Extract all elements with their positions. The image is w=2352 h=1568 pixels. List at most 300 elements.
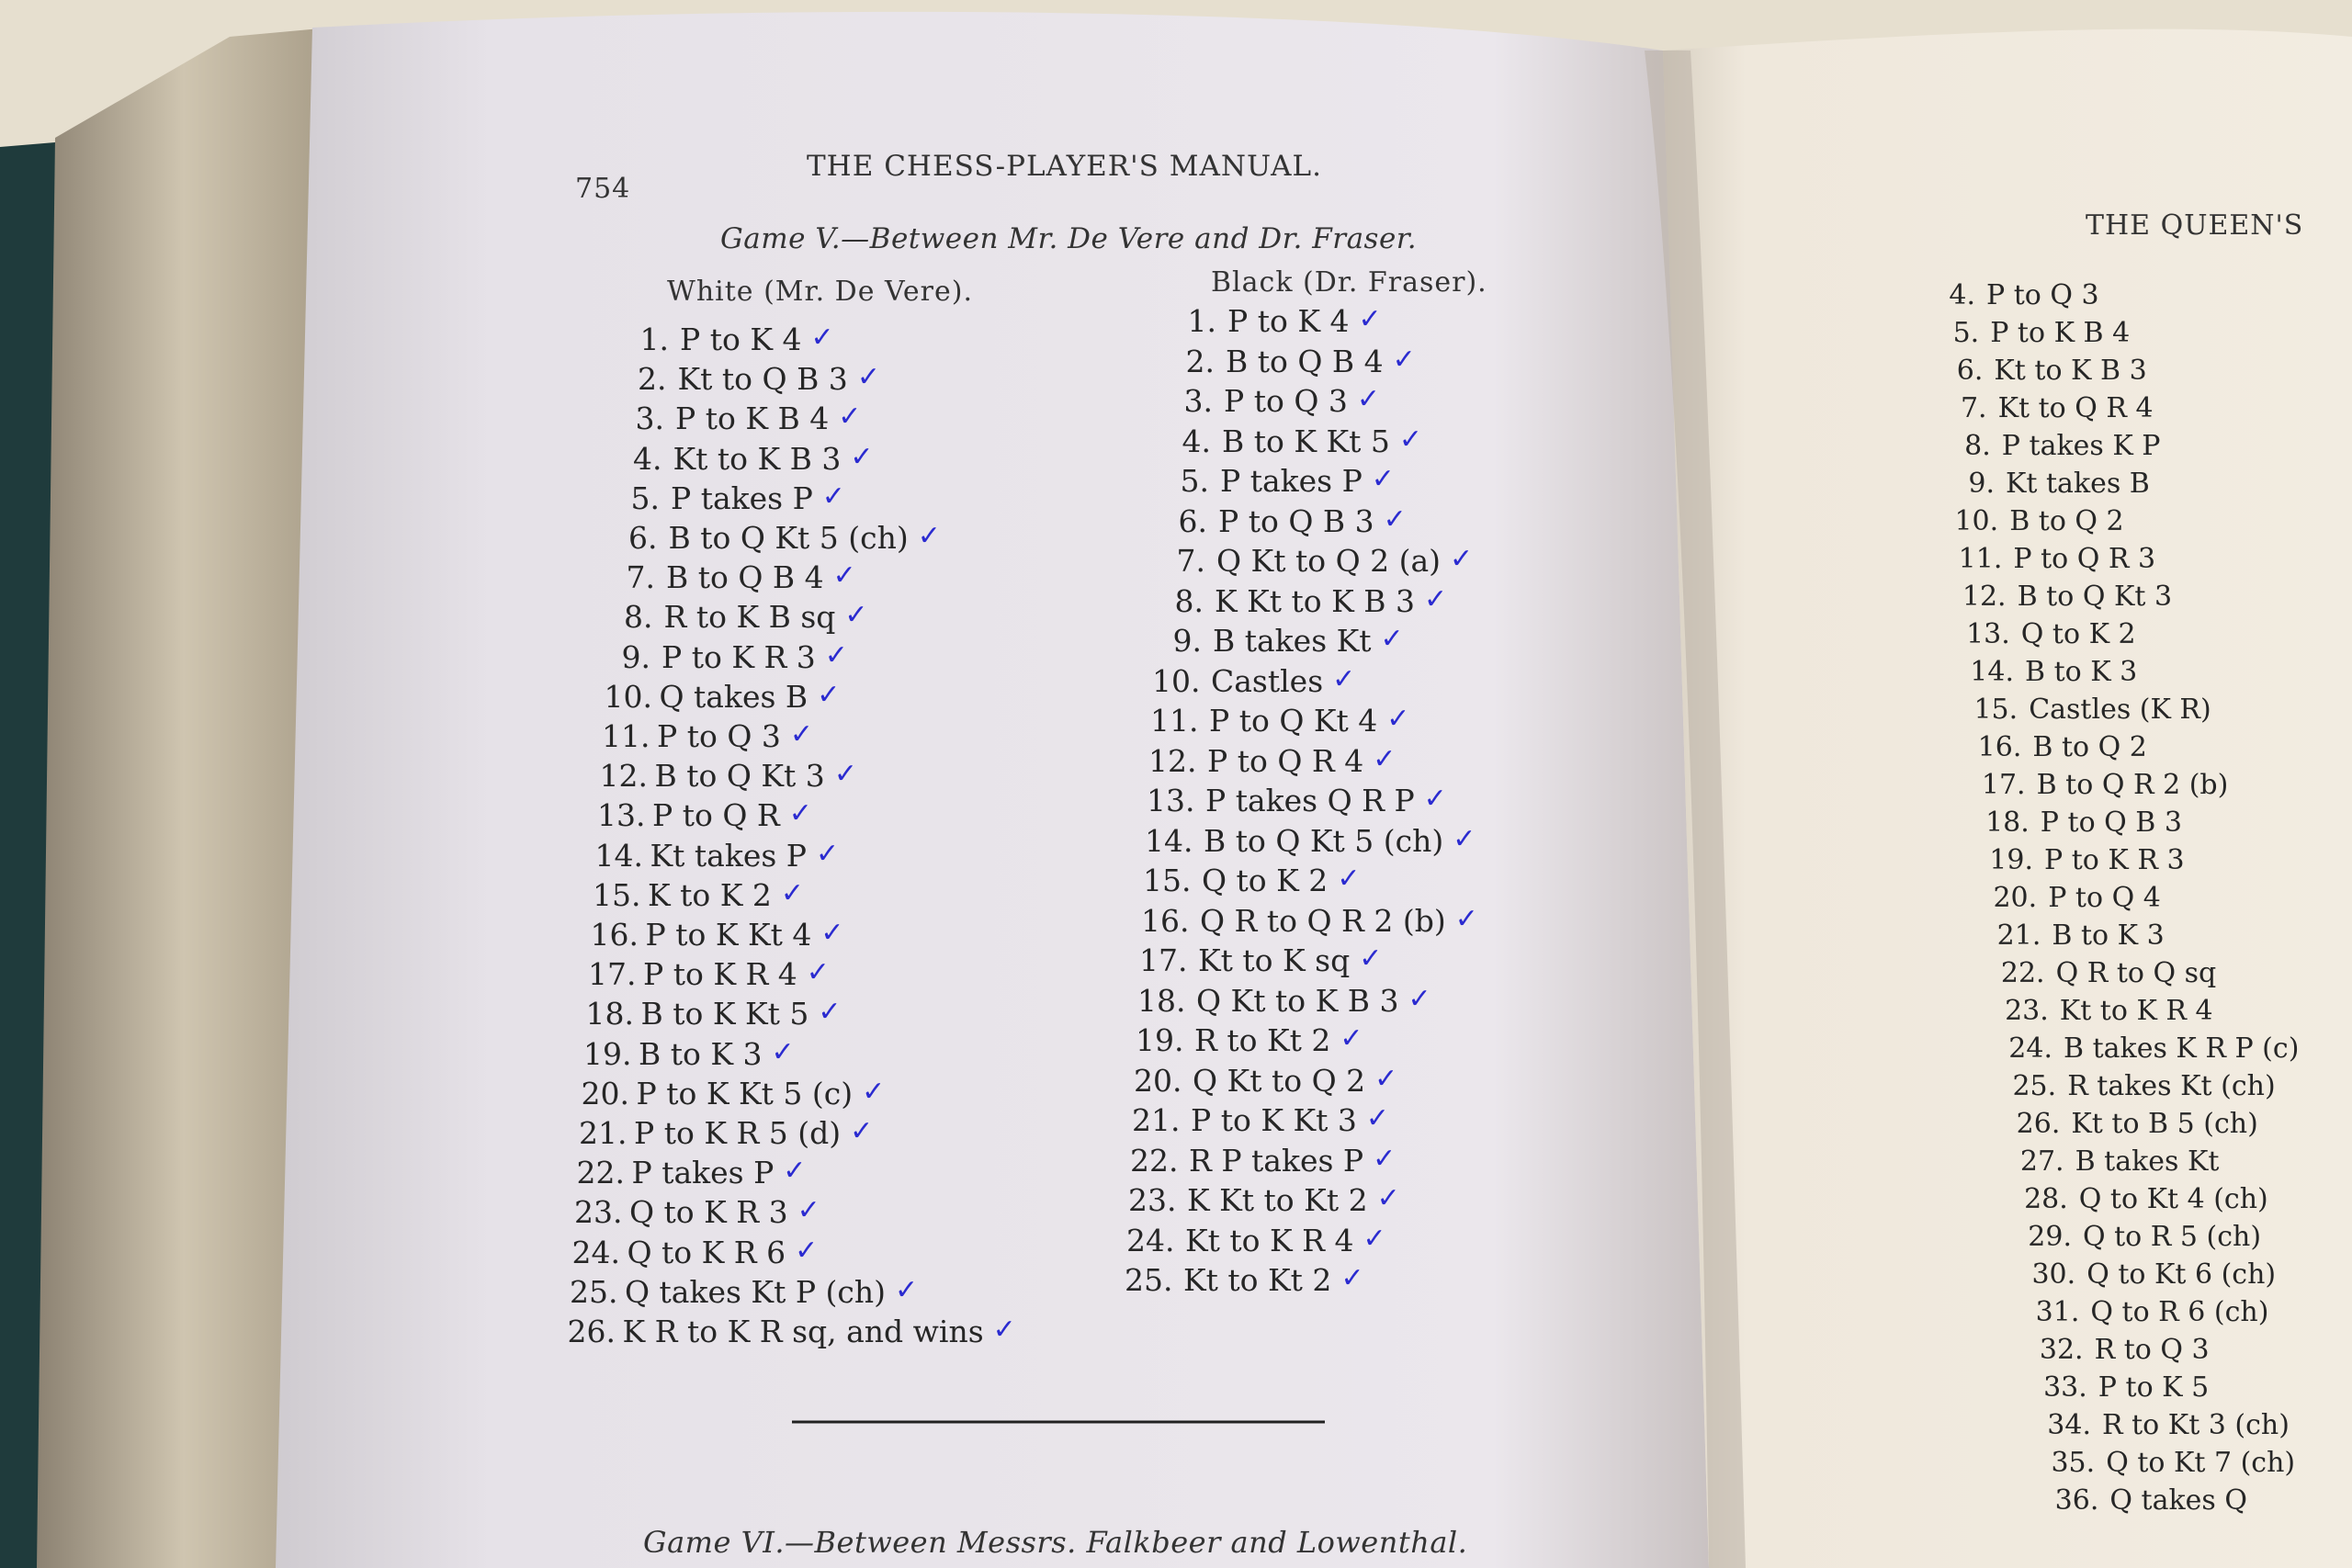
move-row — [2007, 1032, 2299, 1065]
move-text: Kt to K B 3 — [1994, 355, 2147, 387]
move-number: 7. — [626, 559, 655, 596]
move-row — [606, 639, 848, 675]
move-number: 16. — [590, 917, 639, 953]
move-row — [2026, 1221, 2261, 1253]
right-running-head: THE QUEEN'S — [2086, 209, 2304, 242]
move-number: 12. — [1148, 742, 1197, 779]
move-number: 5. — [630, 479, 660, 516]
move-text: Kt to B 5 (ch) — [2071, 1108, 2258, 1140]
move-row — [1972, 694, 2211, 726]
move-number: 19. — [1136, 1022, 1184, 1058]
move-row — [611, 559, 856, 595]
move-row — [2045, 1409, 2290, 1441]
pen-check-mark: ✓ — [1453, 822, 1476, 855]
move-text: Kt to K B 3 — [673, 440, 842, 477]
move-number: 22. — [1130, 1142, 1179, 1179]
move-number: 31. — [2035, 1296, 2080, 1328]
move-number: 24. — [2008, 1032, 2052, 1065]
move-row — [1154, 623, 1404, 659]
move-number: 10. — [1152, 662, 1201, 699]
move-text: R takes Kt (ch) — [2067, 1070, 2276, 1102]
move-text: P takes P — [1220, 463, 1363, 499]
move-number: 27. — [2019, 1145, 2064, 1178]
move-row — [1937, 355, 2146, 387]
pen-check-mark: ✓ — [824, 638, 848, 671]
move-text: Q to K R 3 — [629, 1194, 788, 1231]
move-text: Kt to K sq — [1198, 942, 1351, 978]
move-row — [2003, 995, 2213, 1027]
move-text: B to Q 2 — [2032, 731, 2147, 763]
move-number: 5. — [1952, 317, 1980, 349]
move-number: 8. — [624, 599, 653, 636]
move-row — [1991, 882, 2161, 914]
move-text: B to Q Kt 5 (ch) — [1204, 822, 1444, 859]
move-text: P to K 4 — [1227, 303, 1350, 339]
move-row — [1152, 663, 1355, 699]
move-number: 3. — [635, 400, 664, 437]
move-row — [1156, 583, 1447, 619]
move-text: Kt to K R 4 — [2059, 995, 2213, 1027]
move-number: 23. — [1128, 1182, 1177, 1218]
move-number: 35. — [2051, 1447, 2096, 1479]
move-text: P to Q R — [652, 797, 780, 834]
pen-check-mark: ✓ — [1380, 623, 1404, 655]
move-text: P to K R 3 — [2044, 844, 2185, 876]
move-text: P to K B 4 — [1990, 317, 2131, 349]
move-text: B to Q Kt 3 — [654, 758, 825, 795]
move-number: 21. — [1132, 1102, 1181, 1138]
move-row — [1987, 844, 2185, 876]
move-text: P to K 5 — [2098, 1371, 2210, 1404]
pen-check-mark: ✓ — [1376, 1182, 1400, 1214]
move-row — [1125, 1262, 1364, 1298]
pen-check-mark: ✓ — [821, 479, 845, 513]
move-row — [591, 917, 844, 953]
pen-check-mark: ✓ — [783, 1155, 807, 1188]
move-row — [602, 718, 813, 754]
move-text: K Kt to Kt 2 — [1187, 1182, 1368, 1218]
move-number: 4. — [1949, 279, 1975, 311]
move-row — [1148, 743, 1396, 779]
move-number: 13. — [597, 797, 646, 834]
move-number: 25. — [1125, 1262, 1173, 1298]
pen-check-mark: ✓ — [806, 956, 830, 989]
move-number: 15. — [593, 876, 641, 913]
pen-check-mark: ✓ — [797, 1194, 820, 1227]
pen-check-mark: ✓ — [818, 996, 842, 1029]
pen-check-mark: ✓ — [810, 321, 834, 354]
black-header: Black (Dr. Fraser). — [1211, 266, 1487, 299]
move-row — [1952, 505, 2123, 537]
move-number: 13. — [1147, 783, 1195, 818]
pen-check-mark: ✓ — [1358, 303, 1382, 335]
move-number: 9. — [1172, 623, 1202, 659]
move-number: 20. — [1134, 1062, 1182, 1099]
move-text: Kt to Q R 4 — [1997, 392, 2154, 424]
move-text: B to K 3 — [2025, 656, 2138, 688]
pen-check-mark: ✓ — [850, 440, 874, 473]
move-text: Castles (K R) — [2029, 694, 2211, 726]
move-text: B to K 3 — [639, 1035, 763, 1072]
pen-check-mark: ✓ — [838, 400, 862, 434]
next-game-title: Game VI.—Between Messrs. Falkbeer and Lowenthal. — [643, 1525, 1468, 1560]
pen-check-mark: ✓ — [850, 1115, 874, 1147]
move-text: P to Q 3 — [1986, 279, 2099, 311]
move-text: P to Q B 3 — [2040, 807, 2182, 839]
pen-check-mark: ✓ — [1374, 1062, 1398, 1095]
move-text: Kt to K R 4 — [1185, 1222, 1354, 1258]
move-text: B takes K R P (c) — [2064, 1032, 2300, 1065]
move-row — [1141, 903, 1478, 939]
move-row — [593, 877, 804, 913]
move-text: B to Q Kt 3 — [2017, 581, 2173, 613]
move-text: P to K Kt 3 — [1191, 1102, 1357, 1138]
move-text: P to Q B 3 — [1218, 502, 1374, 539]
move-number: 10. — [1954, 505, 1999, 537]
move-text: Q to K 2 — [2020, 618, 2136, 650]
pen-check-mark: ✓ — [1450, 543, 1474, 575]
move-text: P to Q R 4 — [1207, 742, 1364, 779]
move-row — [1130, 1143, 1396, 1179]
white-header: White (Mr. De Vere). — [667, 276, 973, 308]
move-text: P to K B 4 — [675, 400, 830, 437]
move-row — [2052, 1484, 2247, 1517]
pen-check-mark: ✓ — [1373, 1142, 1396, 1175]
move-text: Q takes Q — [2109, 1484, 2247, 1517]
move-text: K R to K R sq, and wins — [622, 1314, 984, 1349]
move-text: Q takes Kt P (ch) — [625, 1273, 887, 1310]
move-text: P takes P — [671, 479, 813, 516]
move-number: 26. — [567, 1314, 616, 1349]
move-text: R to Kt 2 — [1194, 1022, 1331, 1058]
move-number: 9. — [621, 638, 650, 675]
move-text: R to Kt 3 (ch) — [2102, 1409, 2290, 1441]
move-row — [579, 1115, 873, 1151]
move-row — [1956, 543, 2155, 575]
move-text: P takes K P — [2001, 430, 2161, 462]
move-number: 14. — [1970, 656, 2014, 688]
pen-check-mark: ✓ — [1363, 1222, 1386, 1255]
move-number: 32. — [2039, 1334, 2084, 1366]
move-text: B takes Kt — [1213, 623, 1372, 659]
move-number: 4. — [633, 440, 662, 477]
move-text: Kt to Q B 3 — [677, 361, 848, 398]
move-text: Kt takes B — [2006, 468, 2150, 500]
move-number: 6. — [628, 520, 658, 556]
move-number: 6. — [1956, 355, 1984, 387]
move-number: 7. — [1960, 392, 1987, 424]
move-number: 9. — [1968, 468, 1995, 500]
move-number: 36. — [2054, 1484, 2099, 1517]
page-number: 754 — [575, 173, 631, 205]
move-number: 17. — [1139, 942, 1188, 978]
pen-check-mark: ✓ — [832, 559, 856, 592]
move-number: 17. — [1981, 769, 2026, 801]
pen-check-mark: ✓ — [771, 1035, 795, 1068]
move-row — [1169, 303, 1382, 339]
pen-check-mark: ✓ — [817, 678, 841, 711]
move-text: R to K B sq — [663, 599, 836, 636]
pen-check-mark: ✓ — [1340, 1262, 1364, 1294]
move-number: 26. — [2016, 1108, 2061, 1140]
move-row — [1975, 731, 2146, 763]
move-row — [577, 1155, 807, 1190]
move-number: 25. — [2012, 1070, 2057, 1102]
move-row — [1941, 392, 2154, 424]
move-text: B to Q B 4 — [666, 559, 824, 596]
move-text: Q to Kt 7 (ch) — [2106, 1447, 2296, 1479]
move-number: 7. — [1176, 543, 1205, 579]
move-row — [600, 758, 857, 794]
move-row — [1995, 919, 2164, 952]
move-text: K Kt to K B 3 — [1215, 582, 1416, 619]
move-row — [1933, 317, 2130, 349]
pen-check-mark: ✓ — [1371, 463, 1395, 495]
move-number: 15. — [1143, 863, 1192, 898]
move-row — [568, 1314, 1016, 1349]
pen-check-mark: ✓ — [795, 1234, 819, 1267]
move-number: 34. — [2047, 1409, 2091, 1441]
move-number: 20. — [1993, 882, 2038, 914]
pen-check-mark: ✓ — [1340, 1022, 1363, 1055]
move-text: P takes P — [631, 1155, 775, 1191]
pen-check-mark: ✓ — [1398, 423, 1423, 456]
move-text: Q R to Q sq — [2055, 957, 2217, 989]
move-number: 14. — [1145, 822, 1193, 859]
pen-check-mark: ✓ — [862, 1075, 886, 1108]
move-row — [586, 996, 842, 1032]
move-row — [1945, 430, 2161, 462]
move-row — [1145, 823, 1476, 859]
move-text: B to Q 2 — [2009, 505, 2124, 537]
move-text: Q Kt to Q 2 (a) — [1216, 543, 1442, 579]
move-text: Kt takes P — [650, 837, 807, 874]
move-number: 18. — [1985, 807, 2030, 839]
move-row — [588, 956, 830, 992]
running-head: THE CHESS-PLAYER'S MANUAL. — [807, 150, 1322, 183]
move-text: P to Q Kt 4 — [1209, 703, 1378, 739]
move-number: 1. — [1187, 303, 1216, 339]
pen-check-mark: ✓ — [844, 599, 868, 632]
move-text: B to Q B 4 — [1226, 343, 1384, 379]
move-number: 2. — [1185, 343, 1215, 379]
move-number: 11. — [602, 718, 650, 754]
move-number: 4. — [1182, 423, 1211, 459]
move-row — [1980, 769, 2229, 801]
move-number: 18. — [1137, 982, 1186, 1019]
move-row — [609, 599, 868, 635]
pen-check-mark: ✓ — [833, 758, 857, 791]
move-text: Q to K R 6 — [627, 1234, 786, 1270]
move-row — [1143, 863, 1360, 898]
pen-check-mark: ✓ — [780, 876, 805, 909]
move-number: 15. — [1973, 694, 2018, 726]
move-text: P to Q R 3 — [2013, 543, 2156, 575]
move-number: 13. — [1966, 618, 2010, 650]
move-row — [2018, 1145, 2220, 1178]
move-text: P to K Kt 4 — [645, 917, 812, 953]
move-number: 18. — [585, 996, 634, 1032]
move-row — [2014, 1108, 2257, 1140]
move-number: 23. — [574, 1194, 623, 1231]
move-row — [597, 797, 812, 833]
move-row — [570, 1274, 918, 1310]
pen-check-mark: ✓ — [1383, 502, 1407, 536]
move-row — [1167, 344, 1416, 379]
pen-check-mark: ✓ — [895, 1273, 919, 1306]
move-number: 5. — [1180, 463, 1209, 499]
move-text: P to K 4 — [680, 321, 802, 357]
move-text: Q takes B — [659, 678, 808, 715]
move-number: 23. — [2005, 995, 2049, 1027]
pen-check-mark: ✓ — [1392, 343, 1416, 376]
move-text: P to Q 3 — [1224, 383, 1348, 419]
move-text: P to K R 5 (d) — [634, 1115, 842, 1151]
move-row — [1964, 618, 2136, 650]
pen-check-mark: ✓ — [1386, 703, 1410, 735]
move-number: 1. — [639, 321, 669, 357]
pen-check-mark: ✓ — [788, 797, 812, 830]
move-text: B to K 3 — [2052, 919, 2165, 952]
move-row — [1929, 279, 2099, 311]
move-number: 30. — [2031, 1258, 2076, 1291]
move-number: 16. — [1977, 731, 2022, 763]
move-row — [1134, 1063, 1397, 1099]
pen-check-mark: ✓ — [1332, 662, 1356, 695]
move-text: Q to R 5 (ch) — [2083, 1221, 2262, 1253]
move-text: K to K 2 — [648, 876, 772, 913]
move-number: 24. — [1126, 1222, 1175, 1258]
move-number: 12. — [1962, 581, 2007, 613]
pen-check-mark: ✓ — [1423, 783, 1447, 815]
move-text: Q to K 2 — [1202, 863, 1329, 898]
move-number: 16. — [1141, 902, 1190, 939]
move-row — [1999, 957, 2217, 989]
pen-check-mark: ✓ — [856, 361, 880, 394]
move-text: Q Kt to K B 3 — [1196, 982, 1399, 1019]
pen-check-mark: ✓ — [1424, 582, 1448, 615]
move-text: Castles — [1211, 662, 1324, 699]
game-title: Game V.—Between Mr. De Vere and Dr. Fraser. — [720, 222, 1418, 255]
move-number: 19. — [1989, 844, 2033, 876]
move-row — [2041, 1371, 2209, 1404]
move-number: 19. — [583, 1035, 632, 1072]
pen-check-mark: ✓ — [1408, 982, 1431, 1015]
move-text: R P takes P — [1189, 1142, 1364, 1179]
move-row — [1949, 468, 2150, 500]
move-text: Q to R 6 (ch) — [2090, 1296, 2269, 1328]
move-row — [2022, 1183, 2268, 1215]
move-text: P to K R 4 — [643, 956, 797, 993]
move-row — [623, 361, 880, 397]
move-number: 17. — [588, 956, 637, 993]
move-row — [625, 321, 834, 357]
move-row — [1150, 703, 1409, 739]
move-text: B takes Kt — [2075, 1145, 2220, 1178]
move-row — [574, 1194, 820, 1230]
move-number: 21. — [1996, 919, 2041, 952]
move-text: Q R to Q R 2 (b) — [1200, 902, 1446, 939]
move-row — [583, 1036, 795, 1072]
pen-check-mark: ✓ — [1356, 383, 1380, 415]
move-number: 11. — [1150, 703, 1199, 739]
move-row — [1126, 1223, 1386, 1258]
move-row — [595, 838, 840, 874]
pen-check-mark: ✓ — [820, 917, 844, 949]
move-number: 8. — [1964, 430, 1991, 462]
move-number: 6. — [1178, 502, 1207, 539]
move-text: P to Q 3 — [657, 718, 781, 754]
move-row — [2010, 1070, 2275, 1102]
move-row — [1139, 942, 1382, 978]
move-number: 10. — [604, 678, 652, 715]
move-text: Q to Kt 4 (ch) — [2078, 1183, 2268, 1215]
move-row — [1163, 423, 1422, 459]
pen-check-mark: ✓ — [917, 520, 941, 552]
pen-check-mark: ✓ — [1337, 863, 1361, 895]
pen-check-mark: ✓ — [1373, 742, 1396, 775]
move-row — [2033, 1296, 2268, 1328]
move-text: B to K Kt 5 — [640, 996, 809, 1032]
move-row — [1961, 581, 2172, 613]
move-text: Q to Kt 6 (ch) — [2086, 1258, 2277, 1291]
move-number: 3. — [1183, 383, 1213, 419]
move-text: P takes Q R P — [1205, 783, 1415, 818]
move-row — [620, 400, 861, 436]
move-row — [2030, 1258, 2276, 1291]
move-number: 8. — [1174, 582, 1204, 619]
move-row — [1161, 463, 1395, 499]
move-number: 25. — [570, 1273, 618, 1310]
move-number: 29. — [2028, 1221, 2072, 1253]
move-number: 28. — [2024, 1183, 2068, 1215]
move-number: 11. — [1958, 543, 2003, 575]
move-text: P to Q 4 — [2048, 882, 2161, 914]
move-row — [2038, 1334, 2210, 1366]
move-row — [1137, 983, 1431, 1019]
move-number: 20. — [581, 1075, 629, 1111]
move-row — [1136, 1022, 1363, 1058]
move-row — [2049, 1447, 2295, 1479]
move-text: P to K Kt 5 (c) — [636, 1075, 854, 1111]
move-row — [618, 441, 874, 477]
move-text: B to Q R 2 (b) — [2036, 769, 2229, 801]
move-row — [614, 520, 941, 556]
move-number: 21. — [579, 1115, 628, 1151]
pen-check-mark: ✓ — [992, 1314, 1016, 1346]
move-text: B to Q Kt 5 (ch) — [668, 520, 909, 556]
move-row — [1132, 1102, 1389, 1138]
move-text: Kt to Kt 2 — [1183, 1262, 1332, 1298]
move-text: B to K Kt 5 — [1222, 423, 1390, 459]
pen-check-mark: ✓ — [1359, 942, 1383, 975]
move-row — [572, 1235, 819, 1270]
move-number: 2. — [638, 361, 667, 398]
move-text: P to K R 3 — [662, 638, 816, 675]
move-row — [1159, 503, 1407, 539]
move-row — [1968, 656, 2137, 688]
move-number: 24. — [571, 1234, 620, 1270]
move-row — [1158, 543, 1473, 579]
move-text: R to Q 3 — [2094, 1334, 2210, 1366]
pen-check-mark: ✓ — [1365, 1102, 1389, 1134]
pen-check-mark: ✓ — [816, 837, 840, 870]
pen-check-mark: ✓ — [789, 718, 813, 750]
move-number: 12. — [599, 758, 648, 795]
move-row — [605, 679, 841, 715]
move-number: 33. — [2043, 1371, 2087, 1404]
move-number: 14. — [594, 837, 643, 874]
